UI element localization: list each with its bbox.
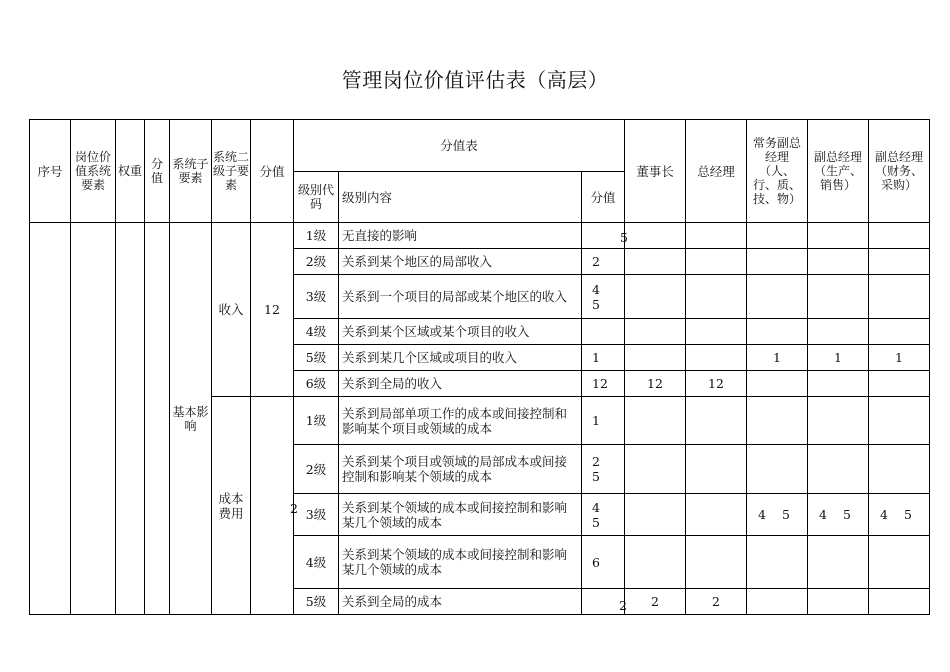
group-score	[251, 397, 294, 615]
role-value	[869, 249, 930, 275]
element-cell	[71, 223, 116, 615]
level-content: 关系到某个区域或某个项目的收入	[339, 319, 582, 345]
score-cell	[145, 223, 170, 615]
level-content: 关系到某个领域的成本或间接控制和影响某几个领域的成本	[339, 494, 582, 536]
role-value: 4 5	[808, 494, 869, 536]
level-content: 关系到某几个区域或项目的收入	[339, 345, 582, 371]
header-level-code: 级别代码	[294, 172, 339, 223]
role-value: 12	[625, 371, 686, 397]
level-code: 5级	[294, 345, 339, 371]
role-value	[747, 371, 808, 397]
table-row	[30, 223, 930, 249]
level-score	[582, 319, 625, 345]
role-value	[869, 397, 930, 445]
header-element: 岗位价值系统要素	[71, 120, 116, 223]
role-value	[808, 589, 869, 615]
role-value	[625, 397, 686, 445]
role-value	[686, 275, 747, 319]
level-content: 关系到全局的收入	[339, 371, 582, 397]
role-value	[686, 494, 747, 536]
header-sub-element: 系统子要素	[170, 120, 212, 223]
role-value: 1	[808, 345, 869, 371]
role-value	[808, 275, 869, 319]
weight-cell	[116, 223, 145, 615]
level-score	[582, 223, 625, 249]
role-value: 1	[747, 345, 808, 371]
role-value	[686, 319, 747, 345]
level-score: 6	[582, 536, 625, 589]
role-value	[625, 249, 686, 275]
header-level-score: 分值	[582, 172, 625, 223]
level-code: 3级	[294, 494, 339, 536]
level-code: 2级	[294, 445, 339, 494]
role-value	[869, 319, 930, 345]
role-value	[625, 445, 686, 494]
role-value	[747, 319, 808, 345]
role-value	[869, 536, 930, 589]
role-value	[625, 345, 686, 371]
level-code: 4级	[294, 536, 339, 589]
role-value	[625, 494, 686, 536]
role-value	[747, 275, 808, 319]
stray-number: 5	[620, 230, 628, 245]
group-name: 成本费用	[212, 397, 251, 615]
role-value	[808, 371, 869, 397]
level-code: 3级	[294, 275, 339, 319]
header-score-table: 分值表	[294, 120, 625, 172]
sub-element-cell: 基本影响	[170, 223, 212, 615]
role-value	[869, 445, 930, 494]
role-value: 4 5	[747, 494, 808, 536]
role-value	[869, 223, 930, 249]
header-sub2-score: 分值	[251, 120, 294, 223]
header-role-1: 董事长	[625, 120, 686, 223]
role-value	[869, 275, 930, 319]
role-value	[808, 536, 869, 589]
role-value	[747, 223, 808, 249]
header-seq: 序号	[30, 120, 71, 223]
level-code: 1级	[294, 223, 339, 249]
level-content: 无直接的影响	[339, 223, 582, 249]
level-content: 关系到全局的成本	[339, 589, 582, 615]
role-value	[625, 536, 686, 589]
role-value	[747, 397, 808, 445]
level-score: 2 5	[582, 445, 625, 494]
header-score: 分值	[145, 120, 170, 223]
header-row-1	[30, 120, 930, 172]
role-value: 4 5	[869, 494, 930, 536]
header-weight: 权重	[116, 120, 145, 223]
stray-number: 2	[290, 501, 298, 516]
role-value: 1	[869, 345, 930, 371]
role-value	[747, 536, 808, 589]
role-value	[808, 445, 869, 494]
role-value: 2	[686, 589, 747, 615]
role-value	[686, 223, 747, 249]
role-value	[625, 319, 686, 345]
role-value	[625, 223, 686, 249]
role-value: 12	[686, 371, 747, 397]
header-sub2-element: 系统二级子要素	[212, 120, 251, 223]
level-score: 12	[582, 371, 625, 397]
level-code: 2级	[294, 249, 339, 275]
level-code: 5级	[294, 589, 339, 615]
group-score: 12	[251, 223, 294, 397]
level-score: 4 5	[582, 494, 625, 536]
header-role-5: 副总经理（财务、采购）	[869, 120, 930, 223]
stray-number: 2	[619, 598, 627, 613]
level-content: 关系到某个项目或领域的局部成本或间接控制和影响某个领域的成本	[339, 445, 582, 494]
header-role-2: 总经理	[686, 120, 747, 223]
role-value	[808, 397, 869, 445]
page-title: 管理岗位价值评估表（高层）	[341, 68, 609, 92]
level-score: 4 5	[582, 275, 625, 319]
role-value	[686, 249, 747, 275]
level-score: 1	[582, 345, 625, 371]
level-score: 1	[582, 397, 625, 445]
level-content: 关系到某个地区的局部收入	[339, 249, 582, 275]
role-value	[686, 536, 747, 589]
header-role-4: 副总经理（生产、销售）	[808, 120, 869, 223]
role-value	[869, 589, 930, 615]
role-value	[686, 397, 747, 445]
role-value	[625, 275, 686, 319]
role-value	[808, 249, 869, 275]
role-value	[808, 319, 869, 345]
role-value	[747, 249, 808, 275]
role-value	[747, 445, 808, 494]
role-value	[869, 371, 930, 397]
level-content: 关系到某个领域的成本或间接控制和影响某几个领域的成本	[339, 536, 582, 589]
seq-cell	[30, 223, 71, 615]
level-code: 4级	[294, 319, 339, 345]
evaluation-table	[29, 119, 930, 615]
group-name: 收入	[212, 223, 251, 397]
level-content: 关系到一个项目的局部或某个地区的收入	[339, 275, 582, 319]
level-score: 2	[582, 249, 625, 275]
role-value	[686, 445, 747, 494]
role-value	[686, 345, 747, 371]
level-code: 6级	[294, 371, 339, 397]
role-value	[808, 223, 869, 249]
header-role-3: 常务副总经理（人、行、质、技、物）	[747, 120, 808, 223]
level-code: 1级	[294, 397, 339, 445]
role-value: 2	[625, 589, 686, 615]
header-level-content: 级别内容	[339, 172, 582, 223]
level-content: 关系到局部单项工作的成本或间接控制和影响某个项目或领域的成本	[339, 397, 582, 445]
role-value	[747, 589, 808, 615]
